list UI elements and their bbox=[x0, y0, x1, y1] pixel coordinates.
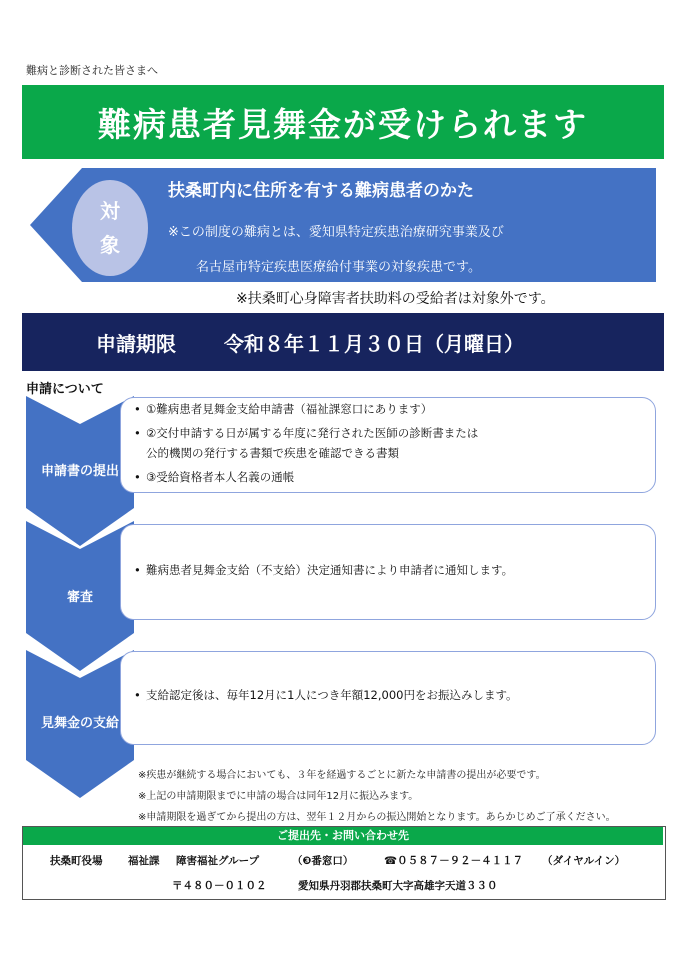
note-3: ※申請期限を過ぎてから提出の方は、翌年１２月からの振込開始となります。あらかじめご了承ください。 bbox=[138, 812, 616, 823]
contact-division: 福祉課 bbox=[128, 855, 160, 867]
note-1: ※疾患が継続する場合においても、３年を経過するごとに新たな申請書の提出が必要です。 bbox=[138, 770, 546, 781]
deadline-label: 申請期限 bbox=[96, 331, 176, 356]
contact-group: 障害福祉グループ bbox=[176, 855, 260, 867]
contact-phone: ☎０５８７－９２－４１１７ bbox=[384, 855, 524, 867]
step3-item-1: • 支給認定後は、毎年12月に1人につき年額12,000円をお振込みします。 bbox=[134, 688, 518, 702]
step2-item-1: • 難病患者見舞金支給（不支給）決定通知書により申請者に通知します。 bbox=[134, 563, 514, 577]
step3-label: 見舞金の支給 bbox=[40, 716, 119, 731]
target-label-circle bbox=[72, 180, 148, 276]
main-title-banner: 難病患者見舞金が受けられます bbox=[22, 85, 664, 159]
contact-window: （❸番窓口） bbox=[292, 855, 354, 867]
deadline-value: 令和８年１１月３０日（月曜日） bbox=[224, 331, 524, 356]
step1-item-1: • ①難病患者見舞金支給申請書（福祉課窓口にあります） bbox=[134, 402, 433, 416]
target-note-line1: ※この制度の難病とは、愛知県特定疾患治療研究事業及び bbox=[168, 225, 504, 240]
contact-office: 扶桑町役場 bbox=[50, 855, 103, 867]
step1-label: 申請書の提出 bbox=[40, 464, 119, 479]
step1-item-3: • ③受給資格者本人名義の通帳 bbox=[134, 470, 295, 484]
contact-postal: 〒４８０－０１０２ bbox=[172, 880, 267, 892]
target-note-line2: 名古屋市特定疾患医療給付事業の対象疾患です。 bbox=[196, 260, 481, 275]
target-label-line1: 対 bbox=[100, 199, 120, 223]
application-heading: 申請について bbox=[26, 382, 104, 397]
exclusion-note: ※扶桑町心身障害者扶助料の受給者は対象外です。 bbox=[236, 291, 555, 307]
note-2: ※上記の申請期限までに申請の場合は同年12月に振込みます。 bbox=[138, 791, 419, 802]
contact-phone-note: （ダイヤルイン） bbox=[542, 855, 626, 867]
target-title: 扶桑町内に住所を有する難病患者のかた bbox=[168, 181, 474, 201]
step1-item-2-cont: 公的機関の発行する書類で疾患を確認できる書類 bbox=[146, 446, 399, 460]
step2-label: 審査 bbox=[66, 590, 93, 605]
step1-item-2: • ②交付申請する日が属する年度に発行された医師の診断書または bbox=[134, 426, 479, 440]
target-label-line2: 象 bbox=[100, 233, 120, 257]
contact-heading: ご提出先・お問い合わせ先 bbox=[23, 827, 663, 845]
preheader-text: 難病と診断された皆さまへ bbox=[26, 64, 158, 77]
deadline-banner bbox=[22, 313, 664, 371]
contact-address: 愛知県丹羽郡扶桑町大字高雄字天道３３０ bbox=[298, 880, 498, 892]
